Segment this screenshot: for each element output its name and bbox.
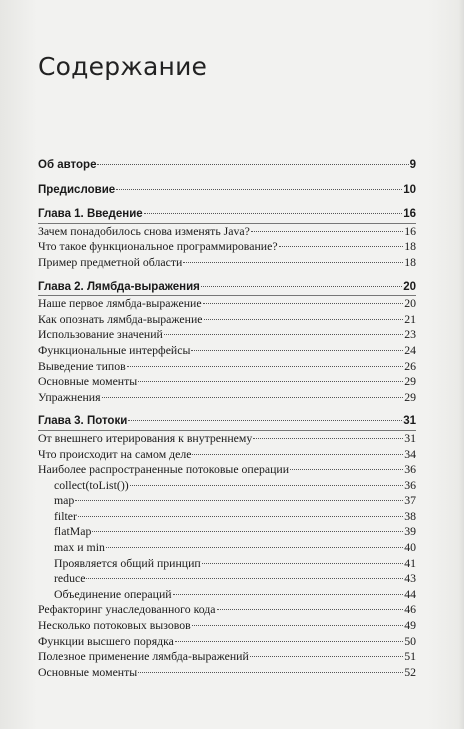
- toc-entry-page: 37: [404, 493, 416, 508]
- toc-section-entry: [38, 665, 416, 681]
- toc-entry-title: Несколько потоковых вызовов: [38, 618, 191, 633]
- toc-entry-title: Глава 3. Потоки: [38, 415, 128, 428]
- toc-entry-title: Объединение операций: [54, 586, 172, 601]
- toc-entry-page: 34: [404, 446, 416, 461]
- toc-entry-page: 26: [404, 358, 416, 373]
- toc-section-entry: [38, 374, 416, 390]
- dot-leader: [175, 641, 403, 642]
- dot-leader: [191, 350, 403, 351]
- toc-subsection-entry: [38, 524, 416, 540]
- dot-leader: [92, 531, 403, 532]
- toc-entry-title: Пример предметной области: [38, 254, 183, 269]
- toc-section-entry: [38, 239, 416, 255]
- toc-entry-page: 18: [404, 254, 416, 269]
- page-title: Содержание: [38, 52, 208, 81]
- toc-entry-page: 31: [404, 430, 416, 445]
- toc-entry-title: Функциональные интерфейсы: [38, 342, 191, 357]
- toc-entry-page: 21: [404, 311, 416, 326]
- toc-chapter-entry: [38, 207, 416, 223]
- toc-entry-title: Проявляется общий принцип: [54, 555, 201, 570]
- toc-subsection-entry: [38, 493, 416, 509]
- dot-leader: [97, 164, 408, 165]
- toc-subsection-entry: [38, 571, 416, 587]
- toc-section-entry: [38, 359, 416, 375]
- toc-entry-page: 10: [403, 183, 416, 196]
- toc-entry-page: 31: [403, 415, 416, 428]
- toc-section-entry: [38, 602, 416, 618]
- toc-subsection-entry: [38, 509, 416, 525]
- toc-section-entry: [38, 462, 416, 478]
- toc-entry-page: 50: [404, 633, 416, 648]
- dot-leader: [290, 469, 403, 470]
- toc-section-entry: [38, 224, 416, 240]
- toc-section-entry: [38, 447, 416, 463]
- toc-entry-title: Рефакторинг унаследованного кода: [38, 602, 216, 617]
- toc-subsection-entry: [38, 556, 416, 572]
- toc-entry-title: Упражнения: [38, 389, 101, 404]
- toc-entry-title: Наиболее распространенные потоковые операции: [38, 462, 290, 477]
- toc-entry-page: 29: [404, 374, 416, 389]
- toc-entry-title: От внешнего итерирования к внутреннему: [38, 430, 253, 445]
- dot-leader: [138, 381, 403, 382]
- toc-section-entry: [38, 618, 416, 634]
- toc-entry-page: 52: [404, 664, 416, 679]
- dot-leader: [78, 516, 403, 517]
- toc-subsection-entry: [38, 587, 416, 603]
- dot-leader: [173, 594, 404, 595]
- toc-entry-title: Что такое функциональное программирование?: [38, 239, 278, 254]
- toc-entry-page: 24: [404, 342, 416, 357]
- dot-leader: [279, 246, 404, 247]
- dot-leader: [130, 485, 404, 486]
- dot-leader: [102, 397, 404, 398]
- dot-leader: [127, 366, 404, 367]
- dot-leader: [250, 656, 403, 657]
- toc-entry-page: 23: [404, 327, 416, 342]
- toc-section-entry: [38, 343, 416, 359]
- toc-entry-page: 38: [404, 508, 416, 523]
- dot-leader: [106, 547, 403, 548]
- toc-entry-page: 44: [404, 586, 416, 601]
- toc-subsection-entry: [38, 540, 416, 556]
- dot-leader: [75, 500, 403, 501]
- dot-leader: [192, 625, 404, 626]
- toc-entry-page: 36: [404, 477, 416, 492]
- toc-chapter-entry: [38, 158, 416, 174]
- toc-section-entry: [38, 312, 416, 328]
- dot-leader: [86, 578, 403, 579]
- toc-section-entry: [38, 296, 416, 312]
- toc-entry-page: 39: [404, 524, 416, 539]
- toc-entry-title: Полезное применение лямбда-выражений: [38, 649, 249, 664]
- dot-leader: [138, 672, 403, 673]
- dot-leader: [204, 319, 404, 320]
- toc-entry-page: 16: [403, 208, 416, 221]
- toc-chapter-entry: [38, 280, 416, 296]
- toc-section-entry: [38, 649, 416, 665]
- toc-entry-page: 20: [403, 280, 416, 293]
- dot-leader: [128, 420, 402, 421]
- toc-entry-title: Использование значений: [38, 327, 163, 342]
- dot-leader: [164, 334, 403, 335]
- toc-entry-page: 9: [409, 159, 416, 171]
- toc-entry-page: 41: [404, 555, 416, 570]
- toc-entry-title: Глава 2. Лямбда-выражения: [38, 280, 200, 293]
- toc-entry-page: 20: [404, 296, 416, 311]
- toc-entry-page: 46: [404, 602, 416, 617]
- toc-section-entry: [38, 390, 416, 406]
- toc-entry-title: Зачем понадобилось снова изменять Java?: [38, 223, 250, 238]
- toc-entry-title: filter: [54, 508, 77, 523]
- dot-leader: [217, 609, 404, 610]
- toc-entry-page: 18: [404, 239, 416, 254]
- toc-entry-page: 16: [404, 223, 416, 238]
- dot-leader: [251, 231, 403, 232]
- dot-leader: [202, 563, 403, 564]
- dot-leader: [183, 262, 403, 263]
- toc-entry-page: 29: [404, 389, 416, 404]
- toc-section-entry: [38, 255, 416, 271]
- toc-entry-page: 43: [404, 571, 416, 586]
- toc-entry-title: Об авторе: [38, 159, 97, 171]
- toc-chapter-entry: [38, 414, 416, 430]
- toc-entry-title: max и min: [54, 540, 105, 555]
- toc-entry-title: map: [54, 493, 75, 508]
- toc-section-entry: [38, 327, 416, 343]
- toc-entry-page: 40: [404, 540, 416, 555]
- toc-chapter-entry: [38, 183, 416, 199]
- toc-section-entry: [38, 634, 416, 650]
- dot-leader: [192, 454, 403, 455]
- dot-leader: [253, 438, 403, 439]
- toc-entry-title: Функции высшего порядка: [38, 633, 174, 648]
- toc-entry-title: Предисловие: [38, 183, 116, 196]
- toc-subsection-entry: [38, 478, 416, 494]
- toc-entry-page: 49: [404, 618, 416, 633]
- toc-section-entry: [38, 431, 416, 447]
- dot-leader: [116, 189, 402, 190]
- toc-entry-title: Что происходит на самом деле: [38, 446, 192, 461]
- table-of-contents: [38, 158, 416, 680]
- dot-leader: [201, 286, 402, 287]
- toc-entry-title: Глава 1. Введение: [38, 208, 143, 221]
- toc-entry-title: flatMap: [54, 524, 92, 539]
- toc-entry-page: 36: [404, 462, 416, 477]
- toc-entry-title: Наше первое лямбда-выражение: [38, 296, 202, 311]
- dot-leader: [203, 303, 404, 304]
- toc-entry-title: Выведение типов: [38, 358, 126, 373]
- toc-entry-title: collect(toList()): [54, 477, 129, 492]
- toc-entry-page: 51: [404, 649, 416, 664]
- dot-leader: [144, 213, 403, 214]
- toc-entry-title: reduce: [54, 571, 86, 586]
- toc-entry-title: Основные моменты: [38, 664, 138, 679]
- toc-entry-title: Как опознать лямбда-выражение: [38, 311, 203, 326]
- toc-entry-title: Основные моменты: [38, 374, 138, 389]
